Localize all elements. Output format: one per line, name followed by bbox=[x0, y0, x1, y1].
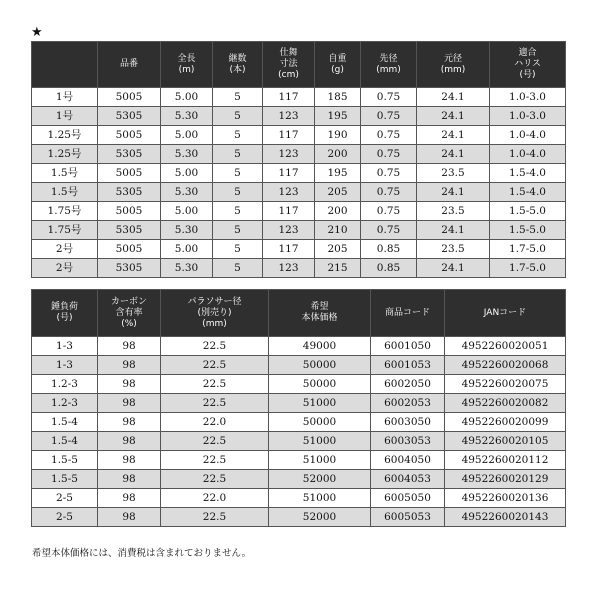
spec-table-header-text: (g) bbox=[331, 64, 344, 75]
spec-table-cell: 5.30 bbox=[161, 259, 213, 278]
spec-table-header-row bbox=[32, 42, 566, 88]
price-table-cell: 98 bbox=[98, 337, 161, 356]
price-table-header-cell bbox=[269, 290, 371, 337]
spec-table-cell: 5.30 bbox=[161, 145, 213, 164]
spec-table-cell: 0.75 bbox=[361, 202, 417, 221]
spec-table-cell: 117 bbox=[263, 202, 315, 221]
price-table-cell: 52000 bbox=[269, 508, 371, 527]
price-table-cell: 6005053 bbox=[371, 508, 445, 527]
spec-table-cell: 1.5-4.0 bbox=[490, 164, 566, 183]
spec-table-cell: 1.5号 bbox=[32, 164, 98, 183]
spec-table-cell: 5.00 bbox=[161, 202, 213, 221]
price-table-cell: 1.5-4 bbox=[32, 432, 98, 451]
price-table-cell: 50000 bbox=[269, 375, 371, 394]
spec-table-cell: 24.1 bbox=[417, 259, 490, 278]
star-mark: ★ bbox=[31, 25, 43, 40]
spec-table-cell: 0.75 bbox=[361, 107, 417, 126]
price-table-header-row bbox=[32, 290, 566, 337]
price-table-cell: 4952260020129 bbox=[445, 470, 566, 489]
price-table-header-text: 商品コード bbox=[384, 307, 430, 318]
spec-table-cell: 123 bbox=[263, 259, 315, 278]
spec-table-cell: 5 bbox=[213, 221, 263, 240]
price-table-cell: 51000 bbox=[269, 394, 371, 413]
spec-table-cell: 1.0-4.0 bbox=[490, 145, 566, 164]
spec-table-header-text: 元径 bbox=[443, 53, 462, 64]
spec-table-cell: 2号 bbox=[32, 240, 98, 259]
spec-table-cell: 1.0-3.0 bbox=[490, 88, 566, 107]
spec-table-row bbox=[32, 126, 566, 145]
spec-table-cell: 5.00 bbox=[161, 240, 213, 259]
price-table-cell: 98 bbox=[98, 470, 161, 489]
spec-table-cell: 123 bbox=[263, 221, 315, 240]
footnote: 希望本体価格には、消費税は含まれておりません。 bbox=[32, 548, 252, 559]
spec-table-cell: 24.1 bbox=[417, 126, 490, 145]
price-table-cell: 6004050 bbox=[371, 451, 445, 470]
price-table-cell: 6001053 bbox=[371, 356, 445, 375]
spec-table-cell: 117 bbox=[263, 126, 315, 145]
price-table-row bbox=[32, 489, 566, 508]
spec-table-cell: 5.30 bbox=[161, 107, 213, 126]
price-table-cell: 22.0 bbox=[161, 413, 269, 432]
spec-table-cell: 117 bbox=[263, 240, 315, 259]
spec-table-header-text: ハリス bbox=[514, 59, 541, 69]
price-table-cell: 22.5 bbox=[161, 375, 269, 394]
spec-table-cell: 5005 bbox=[98, 88, 161, 107]
price-table-cell: 6001050 bbox=[371, 337, 445, 356]
spec-table-cell: 5 bbox=[213, 107, 263, 126]
price-table-cell: 22.5 bbox=[161, 508, 269, 527]
spec-table-header-text: 自重 bbox=[328, 53, 347, 64]
price-table bbox=[31, 289, 566, 527]
price-table-header-text: カーボン bbox=[110, 296, 147, 307]
spec-table-cell: 5005 bbox=[98, 240, 161, 259]
price-table-cell: 98 bbox=[98, 413, 161, 432]
spec-table-cell: 200 bbox=[315, 145, 361, 164]
price-table-cell: 4952260020105 bbox=[445, 432, 566, 451]
spec-table-header-text: 寸法 bbox=[279, 59, 298, 69]
spec-table-cell: 205 bbox=[315, 183, 361, 202]
spec-table-header-text: 品番 bbox=[119, 59, 138, 69]
price-table-header-text: JANコード bbox=[483, 307, 527, 318]
price-table-cell: 1.2-3 bbox=[32, 394, 98, 413]
spec-table-cell: 0.75 bbox=[361, 221, 417, 240]
spec-table-cell: 185 bbox=[315, 88, 361, 107]
spec-table-header-text: (cm) bbox=[278, 70, 299, 80]
price-table-cell: 50000 bbox=[269, 413, 371, 432]
spec-table-cell: 5.30 bbox=[161, 183, 213, 202]
spec-table-cell: 24.1 bbox=[417, 88, 490, 107]
price-table-row bbox=[32, 508, 566, 527]
spec-table-cell: 0.75 bbox=[361, 145, 417, 164]
spec-table-cell: 210 bbox=[315, 221, 361, 240]
spec-table-cell: 117 bbox=[263, 164, 315, 183]
price-table-cell: 52000 bbox=[269, 470, 371, 489]
price-table-cell: 4952260020051 bbox=[445, 337, 566, 356]
price-table-cell: 6002053 bbox=[371, 394, 445, 413]
spec-table-header-text: (本) bbox=[229, 64, 246, 75]
spec-table-header-text: 仕舞 bbox=[279, 48, 298, 58]
price-table-row bbox=[32, 356, 566, 375]
price-table-cell: 4952260020136 bbox=[445, 489, 566, 508]
spec-table-cell: 205 bbox=[315, 240, 361, 259]
spec-table-cell: 5.00 bbox=[161, 164, 213, 183]
spec-table-cell: 0.75 bbox=[361, 126, 417, 145]
spec-table-header-cell bbox=[263, 42, 315, 88]
price-table-cell: 22.5 bbox=[161, 432, 269, 451]
price-table-row bbox=[32, 432, 566, 451]
price-table-cell: 4952260020075 bbox=[445, 375, 566, 394]
price-table-cell: 51000 bbox=[269, 489, 371, 508]
price-table-cell: 98 bbox=[98, 375, 161, 394]
spec-table-cell: 200 bbox=[315, 202, 361, 221]
spec-table-header-cell bbox=[32, 42, 98, 88]
spec-table-cell: 190 bbox=[315, 126, 361, 145]
spec-table-cell: 5 bbox=[213, 183, 263, 202]
price-table-row bbox=[32, 375, 566, 394]
spec-table-header-cell bbox=[417, 42, 490, 88]
spec-table-cell: 5005 bbox=[98, 202, 161, 221]
spec-table-cell: 24.1 bbox=[417, 145, 490, 164]
spec-table-cell: 0.85 bbox=[361, 240, 417, 259]
spec-table-cell: 0.75 bbox=[361, 183, 417, 202]
spec-table-row bbox=[32, 240, 566, 259]
spec-table-cell: 123 bbox=[263, 183, 315, 202]
spec-table-cell: 5 bbox=[213, 145, 263, 164]
price-table-cell: 4952260020143 bbox=[445, 508, 566, 527]
spec-table-cell: 5305 bbox=[98, 107, 161, 126]
spec-table-cell: 5 bbox=[213, 202, 263, 221]
spec-table-cell: 24.1 bbox=[417, 107, 490, 126]
price-table-cell: 98 bbox=[98, 508, 161, 527]
spec-table-cell: 1.75号 bbox=[32, 202, 98, 221]
spec-table-cell: 5305 bbox=[98, 145, 161, 164]
spec-table-cell: 117 bbox=[263, 88, 315, 107]
price-table-row bbox=[32, 451, 566, 470]
price-table-cell: 22.5 bbox=[161, 394, 269, 413]
spec-table-header-text: (mm) bbox=[440, 64, 466, 75]
spec-table-cell: 215 bbox=[315, 259, 361, 278]
spec-table-cell: 23.5 bbox=[417, 240, 490, 259]
price-table-cell: 2-5 bbox=[32, 508, 98, 527]
price-table-header-text: 錘負荷 bbox=[50, 302, 78, 312]
price-table-cell: 4952260020099 bbox=[445, 413, 566, 432]
price-table-header-text: 含有率 bbox=[115, 307, 143, 318]
spec-table-cell: 123 bbox=[263, 107, 315, 126]
spec-table-header-cell bbox=[98, 42, 161, 88]
spec-table-cell: 5 bbox=[213, 88, 263, 107]
spec-table-cell: 1.5号 bbox=[32, 183, 98, 202]
price-table-cell: 98 bbox=[98, 432, 161, 451]
spec-table-cell: 1.0-3.0 bbox=[490, 107, 566, 126]
spec-table-cell: 24.1 bbox=[417, 221, 490, 240]
spec-table-cell: 1.7-5.0 bbox=[490, 240, 566, 259]
spec-table-cell: 5.00 bbox=[161, 88, 213, 107]
spec-table-cell: 1.7-5.0 bbox=[490, 259, 566, 278]
price-table-cell: 1.5-4 bbox=[32, 413, 98, 432]
price-table-header-text: (mm) bbox=[202, 318, 227, 329]
price-table-cell: 98 bbox=[98, 356, 161, 375]
spec-table-cell: 0.75 bbox=[361, 88, 417, 107]
price-table-cell: 6002050 bbox=[371, 375, 445, 394]
price-table-row bbox=[32, 394, 566, 413]
price-table-cell: 1.5-5 bbox=[32, 451, 98, 470]
spec-table-cell: 0.75 bbox=[361, 164, 417, 183]
price-table-cell: 1.2-3 bbox=[32, 375, 98, 394]
spec-table-cell: 195 bbox=[315, 107, 361, 126]
spec-table-header-text: (m) bbox=[178, 64, 195, 75]
price-table-header-text: 本体価格 bbox=[301, 313, 338, 323]
spec-table-cell: 23.5 bbox=[417, 164, 490, 183]
spec-table-cell: 1.5-5.0 bbox=[490, 202, 566, 221]
spec-table-row bbox=[32, 145, 566, 164]
spec-table-header-text: 継数 bbox=[228, 53, 247, 64]
price-table-cell: 22.5 bbox=[161, 337, 269, 356]
spec-table-cell: 195 bbox=[315, 164, 361, 183]
spec-table-header-text: 全長 bbox=[177, 53, 196, 64]
price-table-cell: 4952260020112 bbox=[445, 451, 566, 470]
price-table-header-text: (%) bbox=[121, 318, 137, 329]
price-table-cell: 1-3 bbox=[32, 356, 98, 375]
spec-table-cell: 5005 bbox=[98, 126, 161, 145]
spec-table-cell: 24.1 bbox=[417, 183, 490, 202]
spec-table-row bbox=[32, 221, 566, 240]
spec-table-header-cell bbox=[490, 42, 566, 88]
spec-table-header-cell bbox=[315, 42, 361, 88]
spec-table-row bbox=[32, 107, 566, 126]
spec-table-header-cell bbox=[161, 42, 213, 88]
price-table-header-text: (号) bbox=[56, 313, 73, 323]
price-table-header-cell bbox=[445, 290, 566, 337]
spec-table-cell: 5 bbox=[213, 240, 263, 259]
spec-table-header-cell bbox=[361, 42, 417, 88]
spec-table-cell: 5 bbox=[213, 126, 263, 145]
spec-table-cell: 23.5 bbox=[417, 202, 490, 221]
spec-table-header-cell bbox=[213, 42, 263, 88]
price-table-header-cell bbox=[371, 290, 445, 337]
price-table-header-text: (別売り) bbox=[197, 307, 232, 318]
price-table-cell: 51000 bbox=[269, 451, 371, 470]
spec-table-cell: 123 bbox=[263, 145, 315, 164]
price-table-header-text: 希望 bbox=[310, 302, 329, 312]
spec-table-cell: 5305 bbox=[98, 259, 161, 278]
spec-table-cell: 1号 bbox=[32, 88, 98, 107]
spec-table-header-text: (mm) bbox=[376, 64, 401, 75]
price-table-row bbox=[32, 337, 566, 356]
spec-table bbox=[31, 41, 566, 278]
price-table-cell: 6005050 bbox=[371, 489, 445, 508]
spec-table-row bbox=[32, 183, 566, 202]
spec-table-cell: 5305 bbox=[98, 221, 161, 240]
price-table-cell: 1-3 bbox=[32, 337, 98, 356]
spec-table-cell: 1.0-4.0 bbox=[490, 126, 566, 145]
spec-table-cell: 1.75号 bbox=[32, 221, 98, 240]
spec-table-cell: 5305 bbox=[98, 183, 161, 202]
spec-table-header-text: 適合 bbox=[518, 48, 537, 58]
price-table-cell: 98 bbox=[98, 394, 161, 413]
price-table-cell: 50000 bbox=[269, 356, 371, 375]
price-table-row bbox=[32, 470, 566, 489]
spec-table-cell: 5 bbox=[213, 259, 263, 278]
spec-table-cell: 1.5-4.0 bbox=[490, 183, 566, 202]
spec-table-cell: 5005 bbox=[98, 164, 161, 183]
spec-table-cell: 1.5-5.0 bbox=[490, 221, 566, 240]
spec-table-cell: 1号 bbox=[32, 107, 98, 126]
spec-table-row bbox=[32, 164, 566, 183]
price-table-cell: 4952260020082 bbox=[445, 394, 566, 413]
price-table-cell: 22.0 bbox=[161, 489, 269, 508]
price-table-cell: 2-5 bbox=[32, 489, 98, 508]
price-table-row bbox=[32, 413, 566, 432]
price-table-cell: 6004053 bbox=[371, 470, 445, 489]
spec-table-cell: 5 bbox=[213, 164, 263, 183]
price-table-cell: 22.5 bbox=[161, 451, 269, 470]
spec-table-row bbox=[32, 202, 566, 221]
price-table-cell: 4952260020068 bbox=[445, 356, 566, 375]
price-table-cell: 98 bbox=[98, 489, 161, 508]
price-table-header-cell bbox=[98, 290, 161, 337]
spec-table-cell: 5.00 bbox=[161, 126, 213, 145]
spec-table-header-text: 先径 bbox=[379, 53, 398, 64]
spec-table-cell: 1.25号 bbox=[32, 145, 98, 164]
price-table-cell: 6003050 bbox=[371, 413, 445, 432]
spec-table-cell: 5.30 bbox=[161, 221, 213, 240]
spec-table-cell: 2号 bbox=[32, 259, 98, 278]
spec-table-body bbox=[32, 88, 566, 278]
price-table-cell: 98 bbox=[98, 451, 161, 470]
price-table-header-cell bbox=[32, 290, 98, 337]
spec-table-row bbox=[32, 88, 566, 107]
spec-table-cell: 0.85 bbox=[361, 259, 417, 278]
price-table-header-cell bbox=[161, 290, 269, 337]
spec-table-row bbox=[32, 259, 566, 278]
price-table-header-text: パラソサー径 bbox=[187, 296, 242, 307]
price-table-cell: 51000 bbox=[269, 432, 371, 451]
price-table-cell: 1.5-5 bbox=[32, 470, 98, 489]
price-table-cell: 22.5 bbox=[161, 356, 269, 375]
spec-table-cell: 1.25号 bbox=[32, 126, 98, 145]
spec-table-header-text: (号) bbox=[519, 70, 536, 80]
price-table-cell: 6003053 bbox=[371, 432, 445, 451]
price-table-cell: 49000 bbox=[269, 337, 371, 356]
price-table-cell: 22.5 bbox=[161, 470, 269, 489]
price-table-body bbox=[32, 337, 566, 527]
